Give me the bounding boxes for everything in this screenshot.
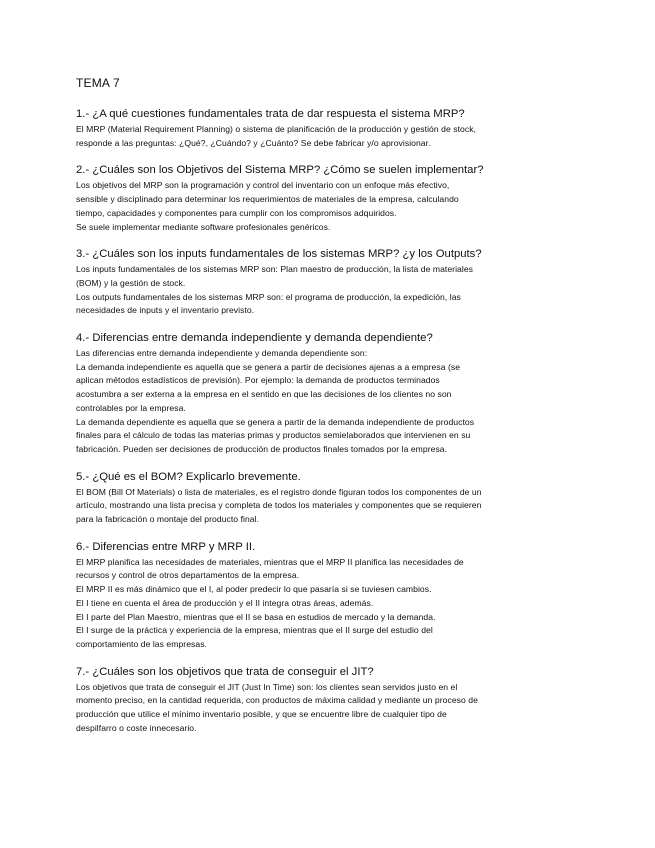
answer-block	[76, 123, 578, 150]
question-section-4	[76, 331, 578, 457]
answer-line: Las diferencias entre demanda independiente y demanda dependiente son:	[76, 348, 368, 359]
answer-line: El MRP (Material Requirement Planning) o sistema de planificación de la producción y gestión de stock,	[76, 124, 476, 134]
question-heading-5: 5.- ¿Qué es el BOM? Explicarlo brevemente.	[76, 470, 301, 483]
answer-block	[76, 556, 578, 652]
answer-line: recursos y control de otros departamentos de la empresa.	[76, 570, 300, 581]
document-page	[76, 76, 578, 749]
answer-line: aplican métodos estadísticos de previsión). Por ejemplo: la demanda de productos terminados	[76, 375, 440, 386]
question-heading-1: 1.- ¿A qué cuestiones fundamentales trata de dar respuesta el sistema MRP?	[76, 108, 465, 120]
answer-block	[76, 263, 578, 318]
answer-line: El I tiene en cuenta el área de producción y el II integra otras áreas, además.	[76, 597, 374, 608]
answer-line: El I surge de la práctica y experiencia de la empresa, mientras que el II surge del estudio del	[76, 625, 433, 636]
answer-line: Los inputs fundamentales de los sistemas MRP son: Plan maestro de producción, la lista de materiales	[76, 264, 474, 275]
answer-line: sensible y disciplinado para determinar los requerimientos de materiales de la empresa, calculando	[76, 194, 459, 205]
answer-line: artículo, mostrando una lista precisa y completa de todos los materiales y componentes que se requieren	[76, 500, 482, 511]
answer-line: El MRP II es más dinámico que el I, al poder predecir lo que pasaría si se tuviesen cambios.	[76, 584, 432, 595]
question-section-6	[76, 540, 578, 652]
question-section-2	[76, 163, 578, 234]
answer-line: finales para el cálculo de todas las materias primas y productos semielaborados que intervienen en su	[76, 430, 471, 441]
question-heading-4: 4.- Diferencias entre demanda independiente y demanda dependiente?	[76, 332, 433, 345]
answer-line: El I parte del Plan Maestro, mientras que el II se basa en estudios de mercado y la demanda.	[76, 611, 436, 622]
answer-line: La demanda dependiente es aquella que se genera a partir de la demanda independiente de productos	[76, 416, 475, 427]
answer-line: responde a las preguntas: ¿Qué?, ¿Cuándo? y ¿Cuánto? Se debe fabricar y/o aprovisionar.	[76, 137, 431, 148]
answer-line: necesidades de inputs y el inventario previsto.	[76, 305, 255, 316]
answer-line: La demanda independiente es aquella que se genera a partir de decisiones ajenas a a empresa (se	[76, 361, 461, 372]
answer-line: para la fabricación o montaje del producto final.	[76, 514, 260, 525]
answer-line: Los outputs fundamentales de los sistemas MRP son: el programa de producción, la expedición, las	[76, 291, 461, 302]
answer-line: fabricación. Pueden ser decisiones de producción de productos finales tomados por la empresa.	[76, 443, 448, 454]
question-section-5	[76, 470, 578, 527]
question-heading-2: 2.- ¿Cuáles son los Objetivos del Sistema MRP? ¿Cómo se suelen implementar?	[76, 164, 484, 177]
question-heading-7: 7.- ¿Cuáles son los objetivos que trata de conseguir el JIT?	[76, 665, 374, 678]
answer-block	[76, 681, 578, 736]
question-section-3	[76, 247, 578, 318]
answer-line: El BOM (Bill Of Materials) o lista de materiales, es el registro donde figuran todos los componentes de un	[76, 486, 482, 497]
answer-line: comportamiento de las empresas.	[76, 638, 207, 649]
question-heading-3: 3.- ¿Cuáles son los inputs fundamentales de los sistemas MRP? ¿y los Outputs?	[76, 248, 482, 261]
answer-line: despilfarro o coste innecesario.	[76, 722, 197, 733]
answer-line: Los objetivos del MRP son la programación y control del inventario con un enfoque más efectivo,	[76, 180, 450, 191]
answer-line: controlables por la empresa.	[76, 402, 186, 413]
answer-line: momento preciso, en la cantidad requerida, con productos de máxima calidad y mediante un proceso de	[76, 695, 478, 706]
answer-block	[76, 347, 578, 457]
answer-line: acostumbra a ser externa a la empresa en el sentido en que las decisiones de los clientes no son	[76, 389, 452, 400]
answer-line: Los objetivos que trata de conseguir el JIT (Just In Time) son: los clientes sean servidos justo en el	[76, 681, 458, 692]
answer-line: El MRP planifica las necesidades de materiales, mientras que el MRP II planifica las necesidades de	[76, 556, 464, 567]
answer-line: producción que utilice el mínimo inventario posible, y que se encuentre libre de cualquier tipo de	[76, 709, 447, 720]
question-section-7	[76, 665, 578, 736]
answer-block	[76, 486, 578, 527]
document-title: TEMA 7	[76, 76, 120, 90]
answer-line: (BOM) y la gestión de stock.	[76, 277, 186, 288]
question-section-1	[76, 107, 578, 150]
question-heading-6: 6.- Diferencias entre MRP y MRP II.	[76, 540, 256, 553]
sections-container	[76, 107, 578, 736]
answer-line: Se suele implementar mediante software profesionales genéricos.	[76, 221, 331, 232]
answer-line: tiempo, capacidades y componentes para cumplir con los compromisos adquiridos.	[76, 207, 397, 218]
answer-block	[76, 179, 578, 234]
